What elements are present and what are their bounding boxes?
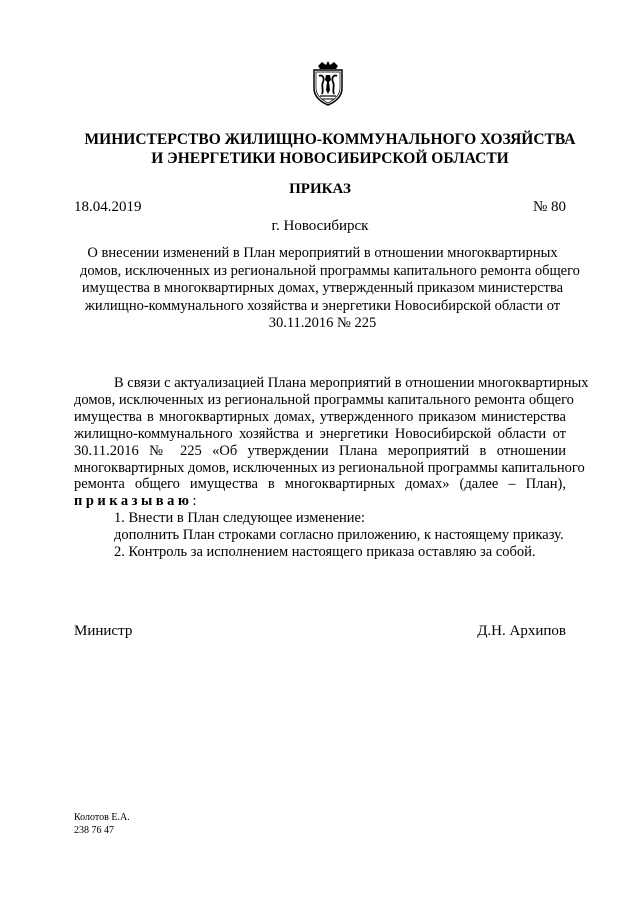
document-number: № 80 — [532, 199, 566, 215]
body-line: имущества в многоквартирных домах, утвержденного приказом министерства — [74, 408, 566, 425]
subject-line: жилищно-коммунального хозяйства и энергетики Новосибирской области от — [84, 297, 561, 314]
body-line: 30.11.2016 № 225 «Об утверждении Плана мероприятий в отношении — [74, 442, 566, 459]
document-type: ПРИКАЗ — [289, 181, 351, 197]
subject-line: домов, исключенных из региональной программы капитального ремонта общего — [80, 262, 580, 279]
ministry-name — [60, 130, 600, 168]
subject-line: 30.11.2016 № 225 — [268, 315, 377, 331]
item-2: 2. Контроль за исполнением настоящего приказа оставляю за собой. — [114, 544, 536, 561]
executor-info — [74, 811, 130, 837]
executor-name: Колотов Е.А. — [74, 812, 130, 823]
body-line: ремонта общего имущества в многоквартирных домах» (далее – План), — [74, 476, 566, 493]
body-line: В связи с актуализацией Плана мероприятий в отношении многоквартирных — [114, 375, 589, 391]
body-line: многоквартирных домов, исключенных из региональной программы капитального — [74, 459, 585, 476]
document-city: г. Новосибирск — [271, 218, 369, 234]
signatory-position: Министр — [74, 623, 133, 639]
item-1: 1. Внести в План следующее изменение: — [114, 510, 365, 527]
order-colon: : — [192, 493, 197, 510]
executor-phone: 238 76 47 — [74, 825, 114, 836]
ministry-name-line2: И ЭНЕРГЕТИКИ НОВОСИБИРСКОЙ ОБЛАСТИ — [151, 150, 509, 167]
order-word: приказываю — [74, 493, 193, 510]
subject-line: О внесении изменений в План мероприятий в отношении многоквартирных — [87, 245, 558, 261]
document-date: 18.04.2019 — [74, 199, 142, 215]
signatory-name: Д.Н. Архипов — [477, 623, 566, 639]
document-subject — [80, 245, 580, 333]
order-line — [74, 493, 566, 510]
body-line: жилищно-коммунального хозяйства и энергетики Новосибирской области от — [74, 425, 566, 442]
body-line: домов, исключенных из региональной программы капитального ремонта общего — [74, 391, 574, 408]
subject-line: имущества в многоквартирных домах, утвержденный приказом министерства — [81, 280, 564, 296]
ministry-name-line1: МИНИСТЕРСТВО ЖИЛИЩНО-КОММУНАЛЬНОГО ХОЗЯЙСТВА — [84, 131, 576, 148]
novosibirsk-coat-of-arms-icon — [310, 60, 346, 106]
item-1-text: дополнить План строками согласно приложению, к настоящему приказу. — [114, 527, 564, 544]
document-body — [74, 375, 589, 561]
